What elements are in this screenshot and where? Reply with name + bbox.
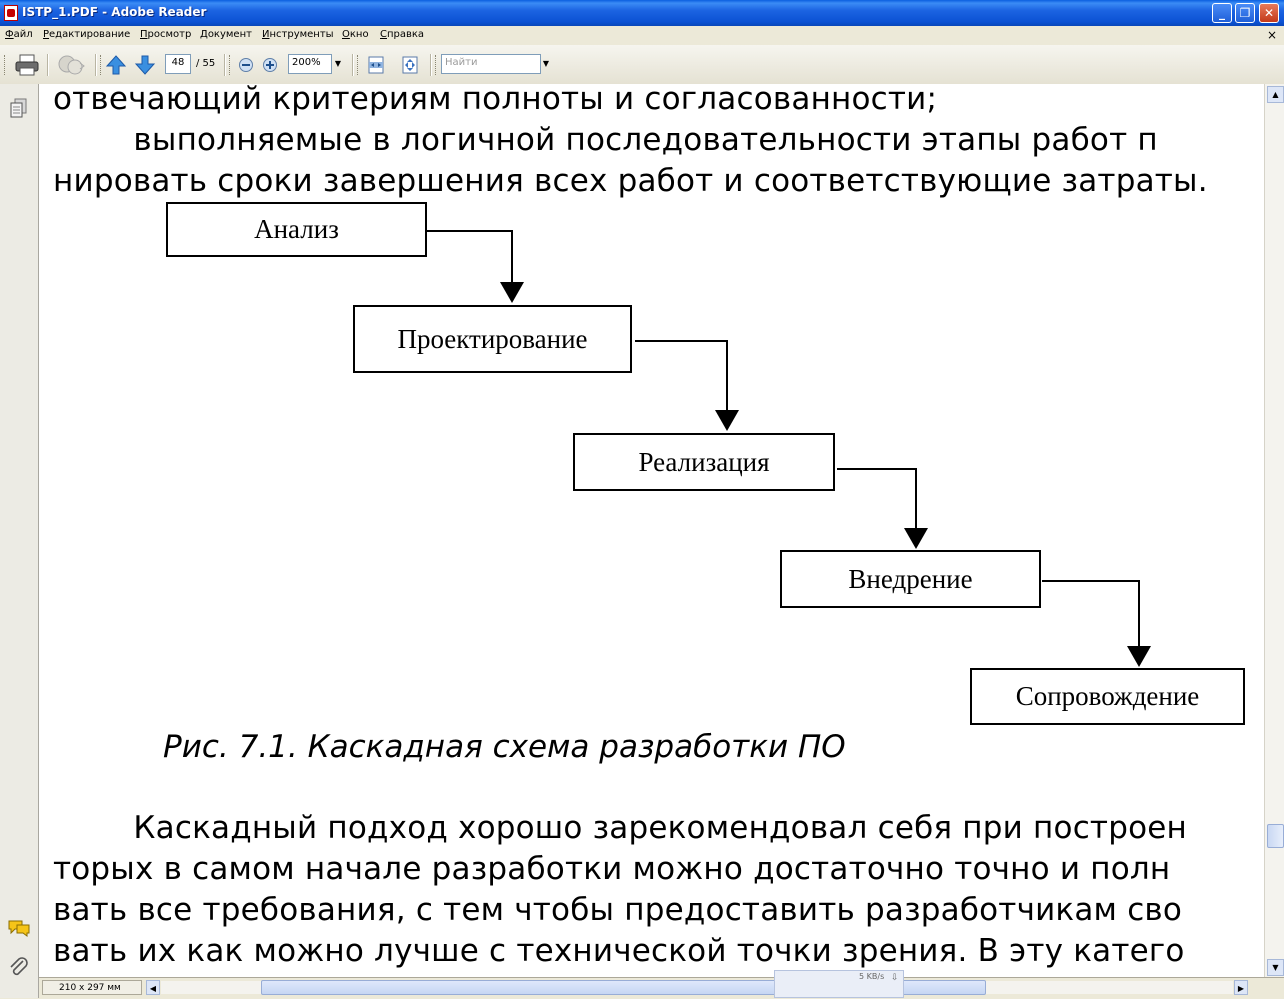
- toolbar-separator: [352, 54, 354, 76]
- attachments-icon[interactable]: [8, 956, 30, 980]
- document-close-icon[interactable]: ×: [1266, 28, 1278, 42]
- connector-line: [635, 341, 727, 411]
- zoom-out-icon[interactable]: [238, 57, 254, 73]
- menu-edit[interactable]: Редактирование: [43, 29, 131, 40]
- paragraph-line: отвечающий критериям полноты и согласованности;: [53, 84, 938, 117]
- figure-caption: Рис. 7.1. Каскадная схема разработки ПО: [163, 729, 846, 765]
- zoom-dropdown-icon[interactable]: ▼: [334, 59, 342, 68]
- toolbar-separator: [224, 54, 226, 76]
- navigation-panel: [0, 84, 39, 998]
- resize-grip-icon[interactable]: [1251, 980, 1281, 995]
- connector-line: [427, 231, 512, 289]
- search-input[interactable]: Найти: [441, 54, 541, 74]
- window-title: ISTP_1.PDF - Adobe Reader: [22, 5, 207, 19]
- toolbar-grip[interactable]: [100, 55, 104, 75]
- toolbar-grip[interactable]: [229, 55, 233, 75]
- status-bar: [39, 972, 1284, 999]
- scroll-right-icon[interactable]: ▶: [1234, 980, 1248, 995]
- toolbar: [0, 45, 1284, 85]
- scroll-up-icon[interactable]: ▲: [1267, 86, 1284, 103]
- page-size-label: 210 x 297 мм: [42, 980, 142, 995]
- paragraph-line: торых в самом начале разработки можно достаточно точно и полн: [53, 851, 1171, 887]
- comments-icon[interactable]: [7, 918, 31, 938]
- maximize-button[interactable]: ❐: [1235, 3, 1255, 23]
- arrow-head: [904, 528, 928, 549]
- connector-line: [837, 469, 916, 528]
- minimize-button[interactable]: _: [1212, 3, 1232, 23]
- stage-implementation: Реализация: [573, 433, 835, 491]
- connector-line: [1042, 581, 1139, 646]
- page-total: / 55: [196, 58, 216, 69]
- document-page[interactable]: [39, 84, 1264, 977]
- menu-view[interactable]: Просмотр: [140, 29, 192, 40]
- zoom-select[interactable]: 200%: [288, 54, 332, 74]
- pages-icon[interactable]: [9, 98, 29, 120]
- scroll-thumb[interactable]: [1267, 824, 1284, 848]
- arrow-head: [500, 282, 524, 303]
- paragraph-line: вать все требования, с тем чтобы предоставить разработчикам сво: [53, 892, 1183, 928]
- scroll-left-icon[interactable]: ◀: [146, 980, 160, 995]
- adobe-reader-icon: [4, 5, 18, 21]
- paragraph-line: нировать сроки завершения всех работ и соответствующие затраты.: [53, 163, 1208, 199]
- paragraph-line: вать их как можно лучше с технической точки зрения. В эту катего: [53, 933, 1185, 969]
- menu-tools[interactable]: Инструменты: [262, 29, 334, 40]
- collaborate-icon[interactable]: [56, 53, 86, 77]
- toolbar-grip[interactable]: [435, 55, 439, 75]
- menu-file[interactable]: Файл: [5, 29, 33, 40]
- title-bar: [0, 0, 1284, 26]
- arrow-head: [715, 410, 739, 431]
- toolbar-grip[interactable]: [357, 55, 361, 75]
- zoom-in-icon[interactable]: [262, 57, 278, 73]
- download-arrow-icon: ⇩: [891, 973, 899, 983]
- toolbar-separator: [430, 54, 432, 76]
- arrow-head: [1127, 646, 1151, 667]
- toolbar-separator: [47, 54, 49, 76]
- stage-analysis: Анализ: [166, 202, 427, 257]
- toolbar-separator: [95, 54, 97, 76]
- menu-bar: [0, 26, 1284, 45]
- close-button[interactable]: ✕: [1259, 3, 1279, 23]
- stage-maintenance: Сопровождение: [970, 668, 1245, 725]
- menu-document[interactable]: Документ: [200, 29, 252, 40]
- previous-page-icon[interactable]: [105, 54, 127, 76]
- stage-deployment: Внедрение: [780, 550, 1041, 608]
- search-dropdown-icon[interactable]: ▼: [542, 59, 550, 68]
- paragraph-line: выполняемые в логичной последовательности этапы работ п: [53, 122, 1158, 158]
- toolbar-grip[interactable]: [4, 55, 8, 75]
- print-icon[interactable]: [14, 53, 40, 77]
- page-number-input[interactable]: 48: [165, 54, 191, 74]
- network-meter: [774, 970, 904, 998]
- scroll-down-icon[interactable]: ▼: [1267, 959, 1284, 976]
- fit-page-icon[interactable]: [400, 55, 420, 75]
- paragraph-line: Каскадный подход хорошо зарекомендовал себя при построен: [53, 810, 1187, 846]
- stage-design: Проектирование: [353, 305, 632, 373]
- fit-width-icon[interactable]: [366, 55, 386, 75]
- menu-help[interactable]: Справка: [380, 29, 425, 40]
- next-page-icon[interactable]: [134, 54, 156, 76]
- network-speed: 5 KB/s: [859, 972, 885, 981]
- vertical-scrollbar[interactable]: [1264, 84, 1284, 977]
- menu-window[interactable]: Окно: [342, 29, 369, 40]
